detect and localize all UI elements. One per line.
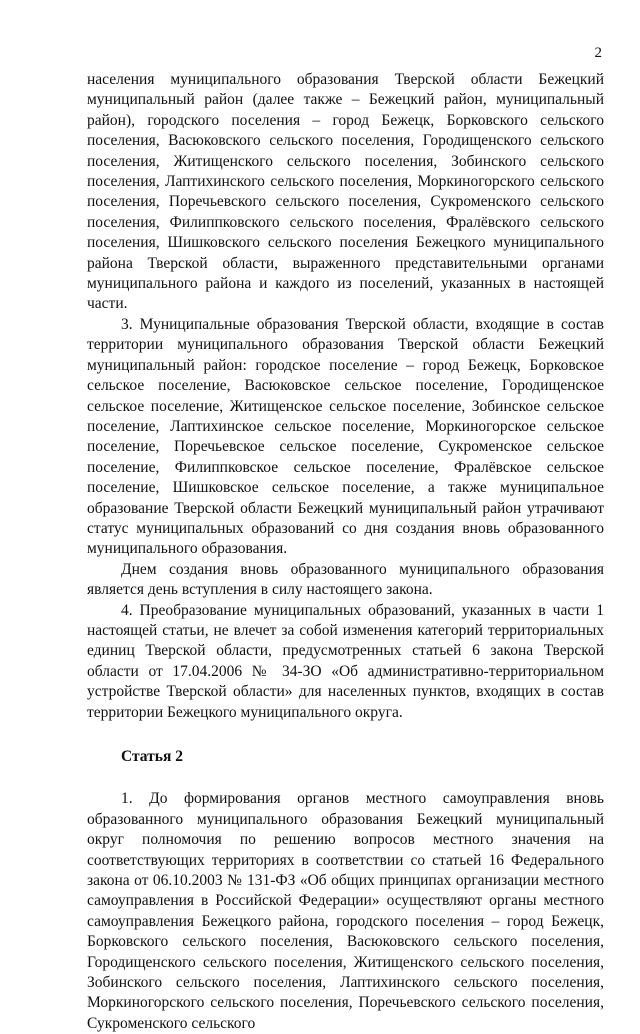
paragraph-part-4: 4. Преобразование муниципальных образований, указанных в части 1 настоящей статьи, не влечет за собой изменения категорий территориальных единиц Тверской области, предусмотренных статьей 6 закона Тверской области от 17.04.2006 № 34-ЗО «Об административно-территориальном устройстве Тверской области» для населенных пунктов, входящих в состав территории Бежецкого муниципального округа.: [87, 601, 604, 721]
paragraph-continuation: населения муниципального образования Тверской области Бежецкий муниципальный район (далее также – Бежецкий район, муниципальный район), городского поселения – город Бежецк, Борковского сельского поселения, Васюковского сельского поселения, Городищенского сельского поселения, Житищенского сельского поселения, Зобинского сельского поселения, Лаптихинского сельского поселения, Моркиногорского сельского поселения, Поречьевского сельского поселения, Сукроменского сельского поселения, Филиппковского сельского поселения, Фралёвского сельского поселения, Шишковского сельского поселения Бежецкого муниципального района Тверской области, выраженного представительными органами муниципального района и каждого из поселений, указанных в настоящей части.: [87, 71, 604, 313]
document-body: [87, 70, 604, 1034]
page-number: 2: [594, 45, 602, 61]
paragraph-article-2-part-1: 1. До формирования органов местного самоуправления вновь образованного муниципального образования Бежецкий муниципальный округ полномочия по решению вопросов местного значения на соответствующих территориях в соответствии со статьей 16 Федерального закона от 06.10.2003 № 131-ФЗ «Об общих принципах организации местного самоуправления в Российской Федерации» осуществляют органы местного самоуправления Бежецкого района, городского поселения – город Бежецк, Борковского сельского поселения, Васюковского сельского поселения, Городищенского сельского поселения, Житищенского сельского поселения, Зобинского сельского поселения, Лаптихинского сельского поселения, Моркиногорского сельского поселения, Поречьевского сельского поселения, Сукроменского сельского: [87, 790, 604, 1032]
paragraph-creation-day: Днем создания вновь образованного муниципального образования является день вступления в силу настоящего закона.: [87, 560, 604, 599]
article-heading: Статья 2: [121, 748, 183, 765]
paragraph-part-3: 3. Муниципальные образования Тверской области, входящие в состав территории муниципального образования Тверской области Бежецкий муниципальный район: городское поселение – город Бежецк, Борковское сельское поселение, Васюковское сельское поселение, Городищенское сельское поселение, Житищенское сельское поселение, Зобинское сельское поселение, Лаптихинское сельское поселение, Моркиногорское сельское поселение, Поречьевское сельское поселение, Сукроменское сельское поселение, Филиппковское сельское поселение, Фралёвское сельское поселение, Шишковское сельское поселение, а также муниципальное образование Тверской области Бежецкий муниципальный район утрачивают статус муниципальных образований со дня создания вновь образованного муниципального образования.: [87, 315, 604, 558]
